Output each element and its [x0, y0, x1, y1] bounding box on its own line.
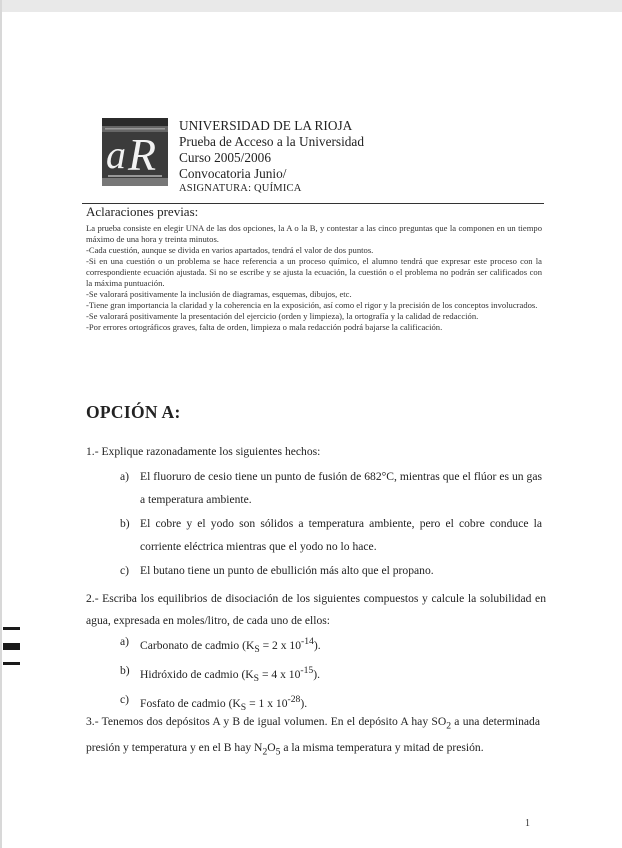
question-2-text: 2.- Escriba los equilibrios de disociación de los siguientes compuestos y calcule la solubilidad en agua, expresada en moles/litro, de cada uno de ellos: — [86, 592, 546, 627]
question-1-stem: 1.- Explique razonadamente los siguientes hechos: — [86, 445, 321, 458]
item-text: El cobre y el yodo son sólidos a temperatura ambiente, pero el cobre conduce la corriente eléctrica mientras que el yodo no lo hace. — [140, 517, 542, 553]
question-3 — [86, 711, 540, 763]
exam-header — [179, 118, 439, 195]
item-text: El butano tiene un punto de ebullición más alto que el propano. — [140, 564, 434, 577]
question-1-items — [120, 466, 542, 585]
item-label: c) — [120, 693, 130, 707]
scan-top-band — [0, 0, 622, 12]
svg-text:a: a — [106, 132, 126, 177]
scan-margin-mark — [3, 627, 20, 630]
question-1-item — [120, 466, 542, 511]
note-item: -Si en una cuestión o un problema se hace referencia a un proceso químico, el alumno tendrá que expresar este proceso con la correspondiente ecuación ajustada. Si no se escribe y se ajusta la ecuación, la cuestión o el problema no podrán ser calificados con la máxima puntuación. — [86, 256, 542, 289]
compound-name: Fosfato de cadmio ($K_S = 1$ x $10^{-28}$). — [140, 694, 308, 714]
question-2-item — [120, 660, 321, 689]
compound-name: Carbonato de cadmio ($K_S = 2$ x $10^{-14}$). — [140, 636, 321, 656]
item-label: b) — [120, 517, 130, 530]
question-3-text: 3.- Tenemos dos depósitos A y B de igual volumen. En el depósito A hay $SO_2$ a una determinada presión y temperatura y en el B hay $N_2O_5$ a la misma temperatura y mitad de presión. — [86, 715, 540, 758]
svg-text:R: R — [128, 129, 157, 180]
note-item: -Se valorará positivamente la presentación del ejercicio (orden y limpieza), la ortografía y la calidad de redacción. — [86, 311, 479, 322]
scan-left-edge — [0, 0, 2, 848]
compound-name: Hidróxido de cadmio ($K_S = 4$ x $10^{-15}$). — [140, 665, 321, 685]
item-label: a) — [120, 635, 130, 648]
scan-margin-mark — [3, 643, 20, 650]
exam-session: Convocatoria Junio/ — [179, 166, 287, 181]
item-label: c) — [120, 564, 130, 577]
question-2-stem — [86, 588, 546, 632]
university-logo-icon — [102, 118, 168, 186]
note-item: La prueba consiste en elegir UNA de las dos opciones, la A o la B, y contestar a las cinco preguntas que la componen en un tiempo máximo de una hora y treinta minutos. — [86, 223, 542, 245]
item-text: El fluoruro de cesio tiene un punto de fusión de 682°C, mientras que el flúor es un gas a temperatura ambiente. — [140, 470, 542, 506]
option-title: OPCIÓN A: — [86, 402, 181, 422]
exam-name: Prueba de Acceso a la Universidad — [179, 134, 364, 149]
question-2-items — [120, 631, 321, 719]
note-item: -Tiene gran importancia la claridad y la coherencia en la exposición, así como el rigor y la precisión de los conceptos involucrados. — [86, 300, 538, 311]
note-item: -Se valorará positivamente la inclusión de diagramas, esquemas, dibujos, etc. — [86, 289, 352, 300]
notes-title: Aclaraciones previas: — [86, 204, 199, 219]
note-item: -Por errores ortográficos graves, falta de orden, limpieza o mala redacción podrá bajarse la calificación. — [86, 322, 443, 333]
note-item: -Cada cuestión, aunque se divida en varios apartados, tendrá el valor de dos puntos. — [86, 245, 374, 256]
notes-body — [86, 223, 542, 333]
university-name: UNIVERSIDAD DE LA RIOJA — [179, 118, 353, 133]
question-1-item — [120, 560, 542, 583]
subject-name: ASIGNATURA: QUÍMICA — [179, 183, 302, 194]
item-label: b) — [120, 664, 130, 678]
course-year: Curso 2005/2006 — [179, 150, 271, 165]
item-label: a) — [120, 470, 130, 483]
scan-margin-mark — [3, 662, 20, 665]
question-2-item — [120, 631, 321, 660]
question-1-item — [120, 513, 542, 558]
page-number: 1 — [525, 818, 530, 829]
